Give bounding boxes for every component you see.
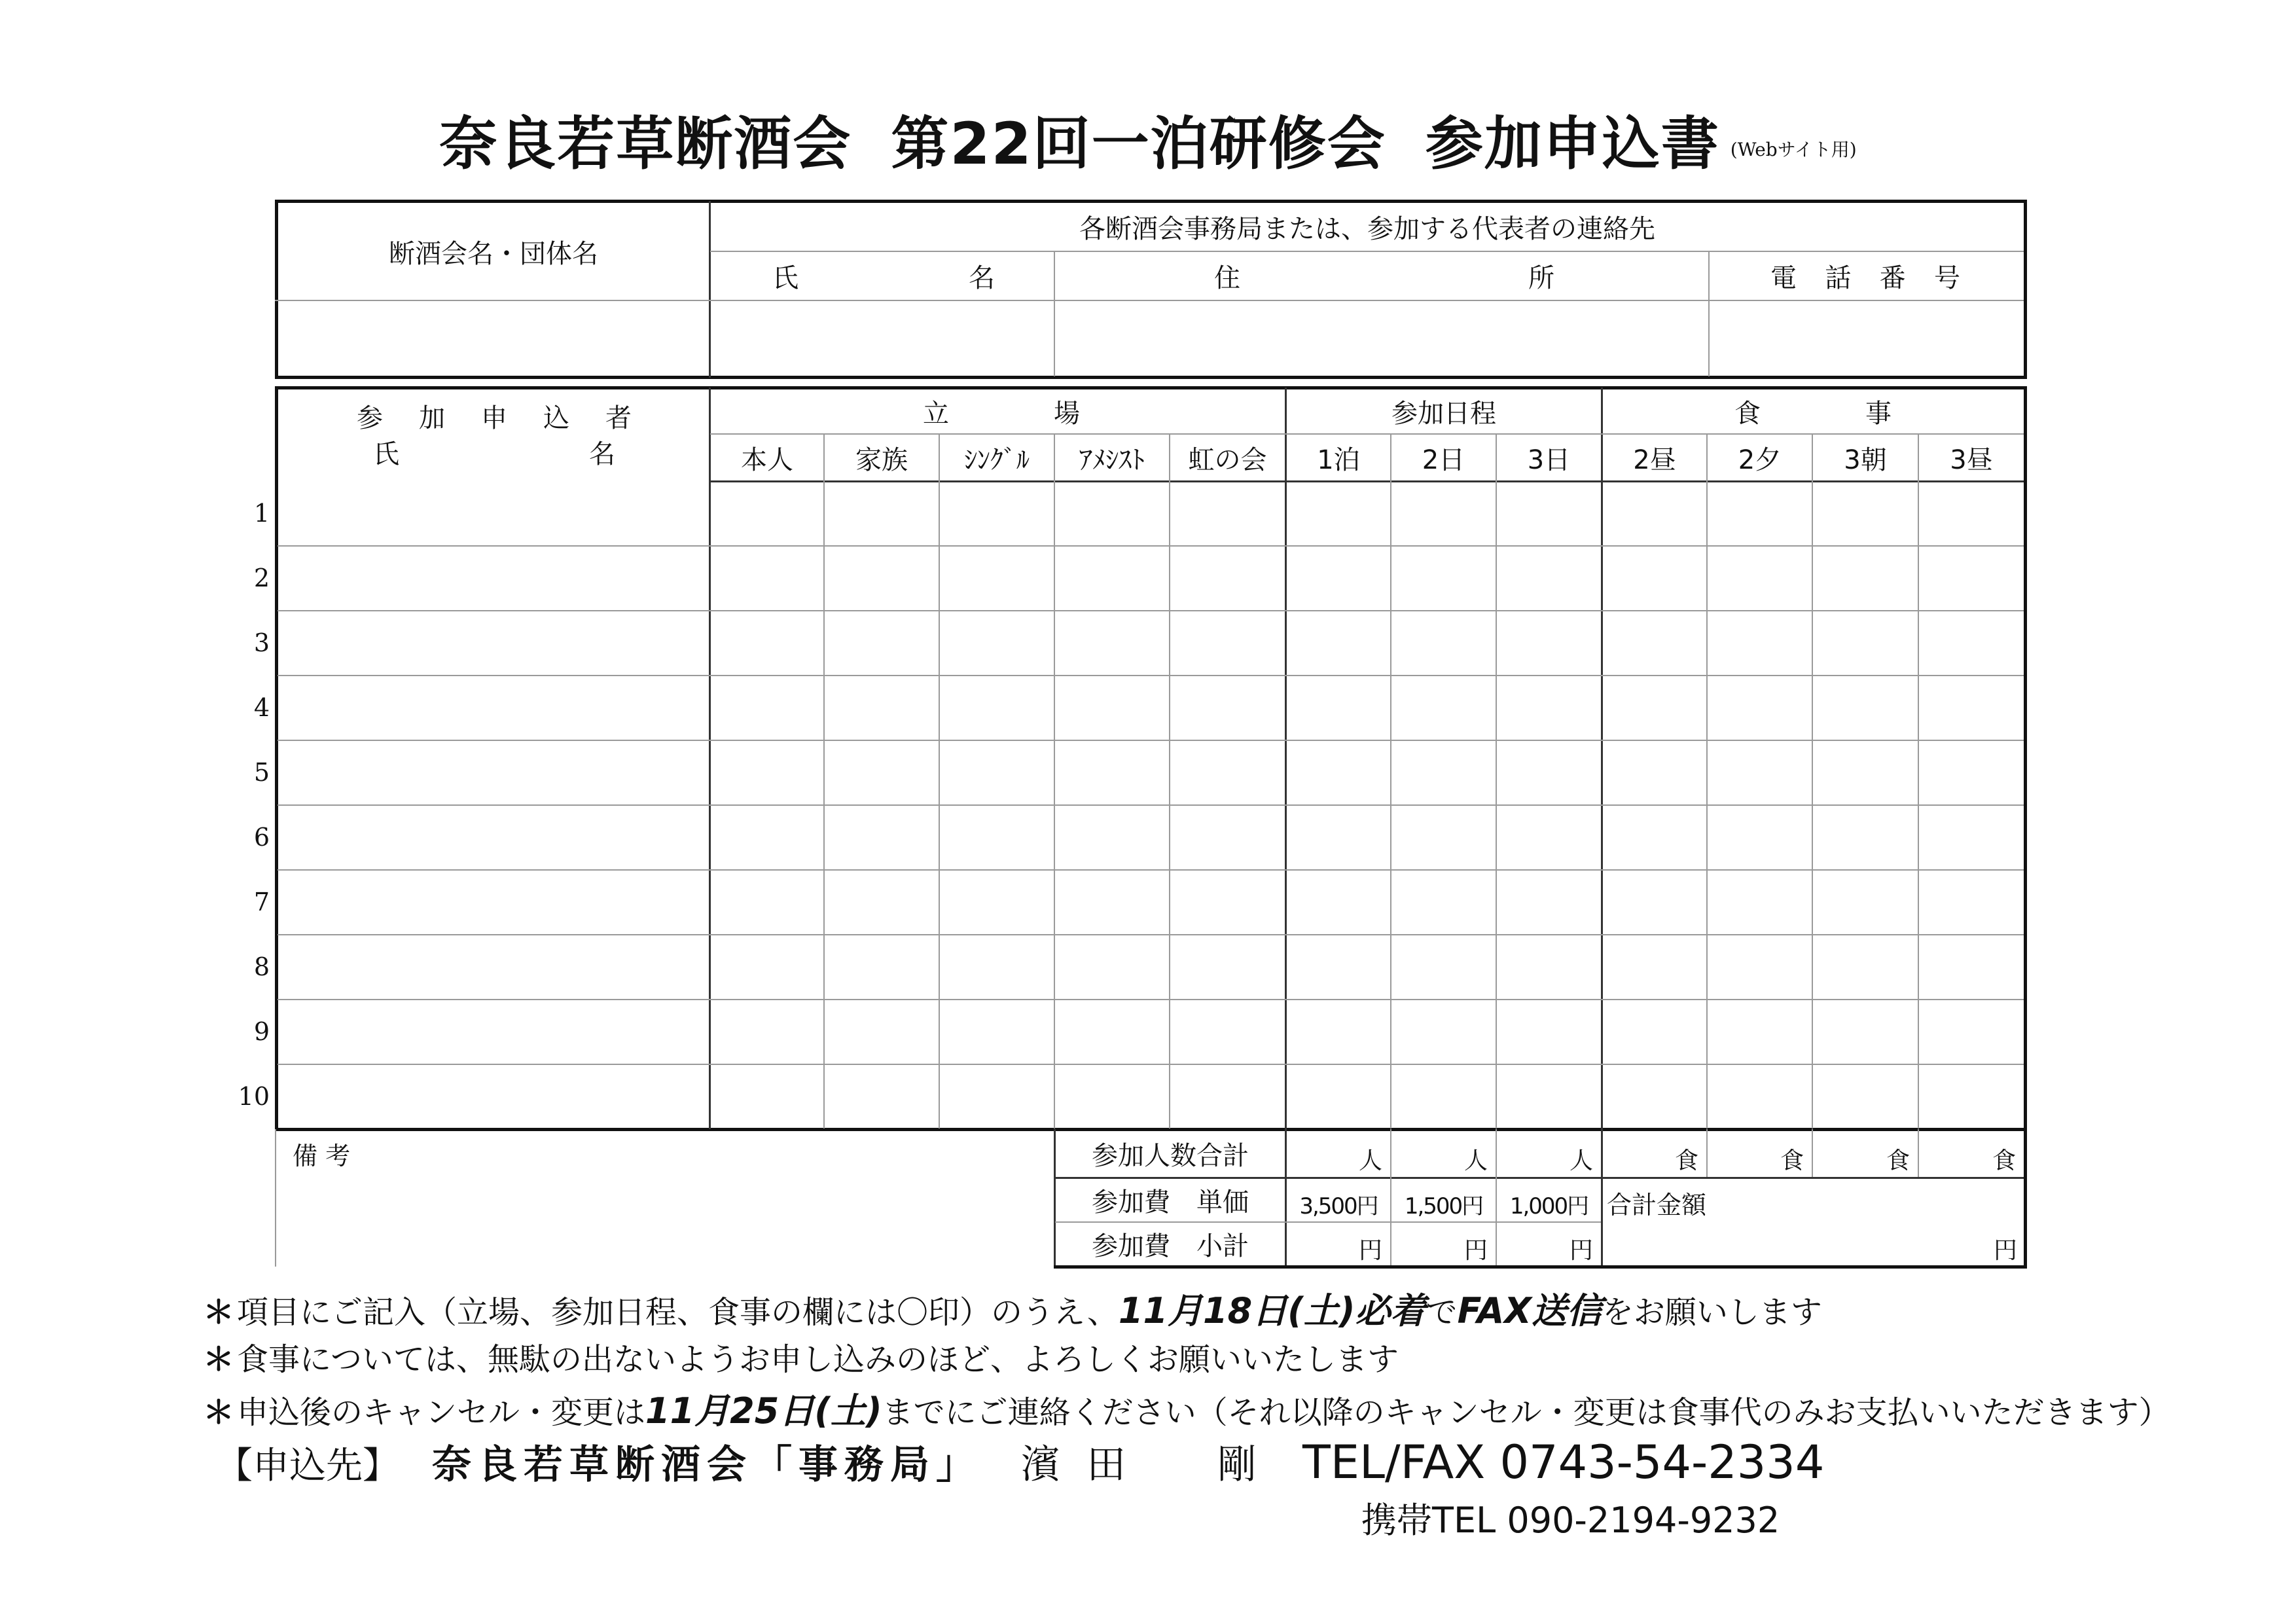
contact-phone-char: 電 <box>1770 263 1797 293</box>
note-text: をお願いします <box>1602 1294 1822 1331</box>
asterisk-icon: ＊ <box>203 1341 235 1378</box>
meal-unit: 食 <box>1780 1147 1804 1174</box>
applicant-name-field[interactable] <box>278 741 708 804</box>
contact-address-char: 住 <box>1214 263 1240 293</box>
header-char: 加 <box>419 403 445 433</box>
col-2yu: 2夕 <box>1738 444 1782 475</box>
applicant-name-field[interactable] <box>278 871 708 934</box>
applicant-name-field[interactable] <box>278 1000 708 1064</box>
remarks-field[interactable] <box>278 1172 1050 1263</box>
applicant-name-header-line2 <box>373 429 615 475</box>
row-number: 2 <box>253 564 270 592</box>
note-text: 食事については、無駄の出ないようお申し込みのほど、よろしくお願いいたします <box>237 1341 1399 1378</box>
group-name-field[interactable] <box>278 301 709 376</box>
note-3 <box>203 1383 2170 1434</box>
contact-org: 奈良若草断酒会「事務局」 <box>432 1442 982 1488</box>
contact-phone-field[interactable] <box>1710 301 2024 376</box>
remarks-label: 備 考 <box>293 1142 351 1170</box>
applicant-name-field[interactable] <box>278 676 708 740</box>
schedule-header: 参加日程 <box>1391 398 1496 429</box>
contact-phone-char: 話 <box>1825 263 1852 293</box>
people-unit: 人 <box>1569 1147 1593 1174</box>
header-char: 食 <box>1734 398 1761 429</box>
fax-text: FAX送信 <box>1457 1290 1602 1331</box>
contact-name-char: 氏 <box>772 263 798 293</box>
row-number: 3 <box>253 628 270 657</box>
asterisk-icon: ＊ <box>203 1294 235 1331</box>
contact-name-char: 名 <box>969 263 995 293</box>
note-1 <box>203 1283 1822 1333</box>
header-char: 氏 <box>373 439 399 469</box>
header-char: 事 <box>1865 398 1892 429</box>
contact-person: 濱田 剛 <box>1021 1442 1283 1488</box>
meal-unit: 食 <box>1674 1147 1698 1174</box>
yen-unit: 円 <box>1358 1237 1382 1264</box>
applicant-name-field[interactable] <box>278 935 708 999</box>
title-form: 参加申込書 <box>1425 110 1720 177</box>
price-3ka: 1,000円 <box>1509 1193 1588 1219</box>
contact-phone-char: 番 <box>1879 263 1906 293</box>
header-char: 参 <box>357 403 383 433</box>
col-honnin: 本人 <box>741 444 793 475</box>
meal-unit: 食 <box>1992 1147 2016 1174</box>
col-niji: 虹の会 <box>1188 444 1267 475</box>
header-char: 立 <box>923 398 949 429</box>
fee-subtotal-label: 参加費 小計 <box>1092 1231 1249 1261</box>
row-number: 5 <box>253 758 270 787</box>
col-3ka: 3日 <box>1527 444 1571 475</box>
col-kazoku: 家族 <box>855 444 908 475</box>
price-1haku: 3,500円 <box>1299 1193 1378 1219</box>
contact-name-header <box>772 252 995 300</box>
applicant-name-field[interactable] <box>278 482 708 545</box>
meal-unit: 食 <box>1886 1147 1910 1174</box>
contact-header: 各断酒会事務局または、参加する代表者の連絡先 <box>1079 214 1655 244</box>
header-char: 場 <box>1054 398 1080 429</box>
col-2ka: 2日 <box>1422 444 1465 475</box>
contact-address-field[interactable] <box>1055 301 1708 376</box>
header-char: 込 <box>543 403 569 433</box>
contact-label: 【申込先】 <box>216 1445 399 1487</box>
row-number: 4 <box>253 693 270 722</box>
contact-phone-header <box>1770 252 1960 300</box>
title-org: 奈良若草断酒会 <box>439 110 852 177</box>
row-number: 6 <box>253 823 270 852</box>
applicant-name-field[interactable] <box>278 1065 708 1128</box>
note-2 <box>203 1334 1399 1379</box>
header-char: 者 <box>605 403 632 433</box>
applicant-name-field[interactable] <box>278 806 708 869</box>
fee-unit-label: 参加費 単価 <box>1092 1187 1249 1218</box>
application-contact <box>216 1434 1824 1490</box>
yen-unit: 円 <box>1569 1237 1593 1264</box>
asterisk-icon: ＊ <box>203 1394 235 1431</box>
row-number: 8 <box>253 952 270 981</box>
total-amount-field[interactable] <box>1603 1219 1969 1265</box>
cancel-deadline-text: 11月25日(土) <box>645 1390 882 1432</box>
col-3hiru: 3昼 <box>1950 444 1993 475</box>
row-number: 1 <box>253 499 270 528</box>
page-title <box>0 98 2296 181</box>
contact-phone-char: 号 <box>1933 263 1960 293</box>
yen-unit: 円 <box>1463 1237 1488 1264</box>
total-yen-unit: 円 <box>1993 1237 2017 1264</box>
people-unit: 人 <box>1358 1147 1382 1174</box>
contact-name-field[interactable] <box>711 301 1054 376</box>
people-unit: 人 <box>1463 1147 1488 1174</box>
price-2ka: 1,500円 <box>1404 1193 1483 1219</box>
meal-header <box>1734 389 1892 433</box>
row-number: 10 <box>238 1082 270 1111</box>
col-2hiru: 2昼 <box>1633 444 1676 475</box>
applicant-name-field[interactable] <box>278 611 708 675</box>
contact-tel: TEL/FAX 0743-54-2334 <box>1302 1435 1825 1489</box>
row-number: 7 <box>253 888 270 916</box>
contact-address-header <box>1214 252 1554 300</box>
contact-mobile: 携帯TEL 090-2194-9232 <box>1361 1500 1780 1541</box>
header-char: 申 <box>481 403 507 433</box>
group-name-label: 断酒会名・団体名 <box>389 238 598 269</box>
deadline-text: 11月18日(土)必着 <box>1118 1290 1426 1331</box>
col-1haku: 1泊 <box>1317 444 1360 475</box>
note-text: 申込後のキャンセル・変更は <box>237 1394 646 1431</box>
position-header <box>923 389 1080 433</box>
contact-address-char: 所 <box>1528 263 1554 293</box>
col-3asa: 3朝 <box>1844 444 1887 475</box>
col-single: ｼﾝｸﾞﾙ <box>964 444 1030 475</box>
row-number: 9 <box>253 1017 270 1046</box>
note-text: 項目にご記入（立場、参加日程、食事の欄には〇印）のうえ、 <box>237 1294 1119 1331</box>
title-event: 第22回一泊研修会 <box>891 110 1386 177</box>
applicant-name-field[interactable] <box>278 547 708 610</box>
header-char: 名 <box>589 439 615 469</box>
col-amethyst: ｱﾒｼｽﾄ <box>1079 444 1145 475</box>
total-amount-label: 合計金額 <box>1607 1191 1707 1219</box>
note-text: で <box>1426 1294 1458 1331</box>
total-people-label: 参加人数合計 <box>1092 1141 1249 1171</box>
note-text: までにご連絡ください（それ以降のキャンセル・変更は食事代のみお支払いいただきます） <box>882 1394 2170 1431</box>
title-note: (Webサイト用) <box>1730 139 1857 160</box>
